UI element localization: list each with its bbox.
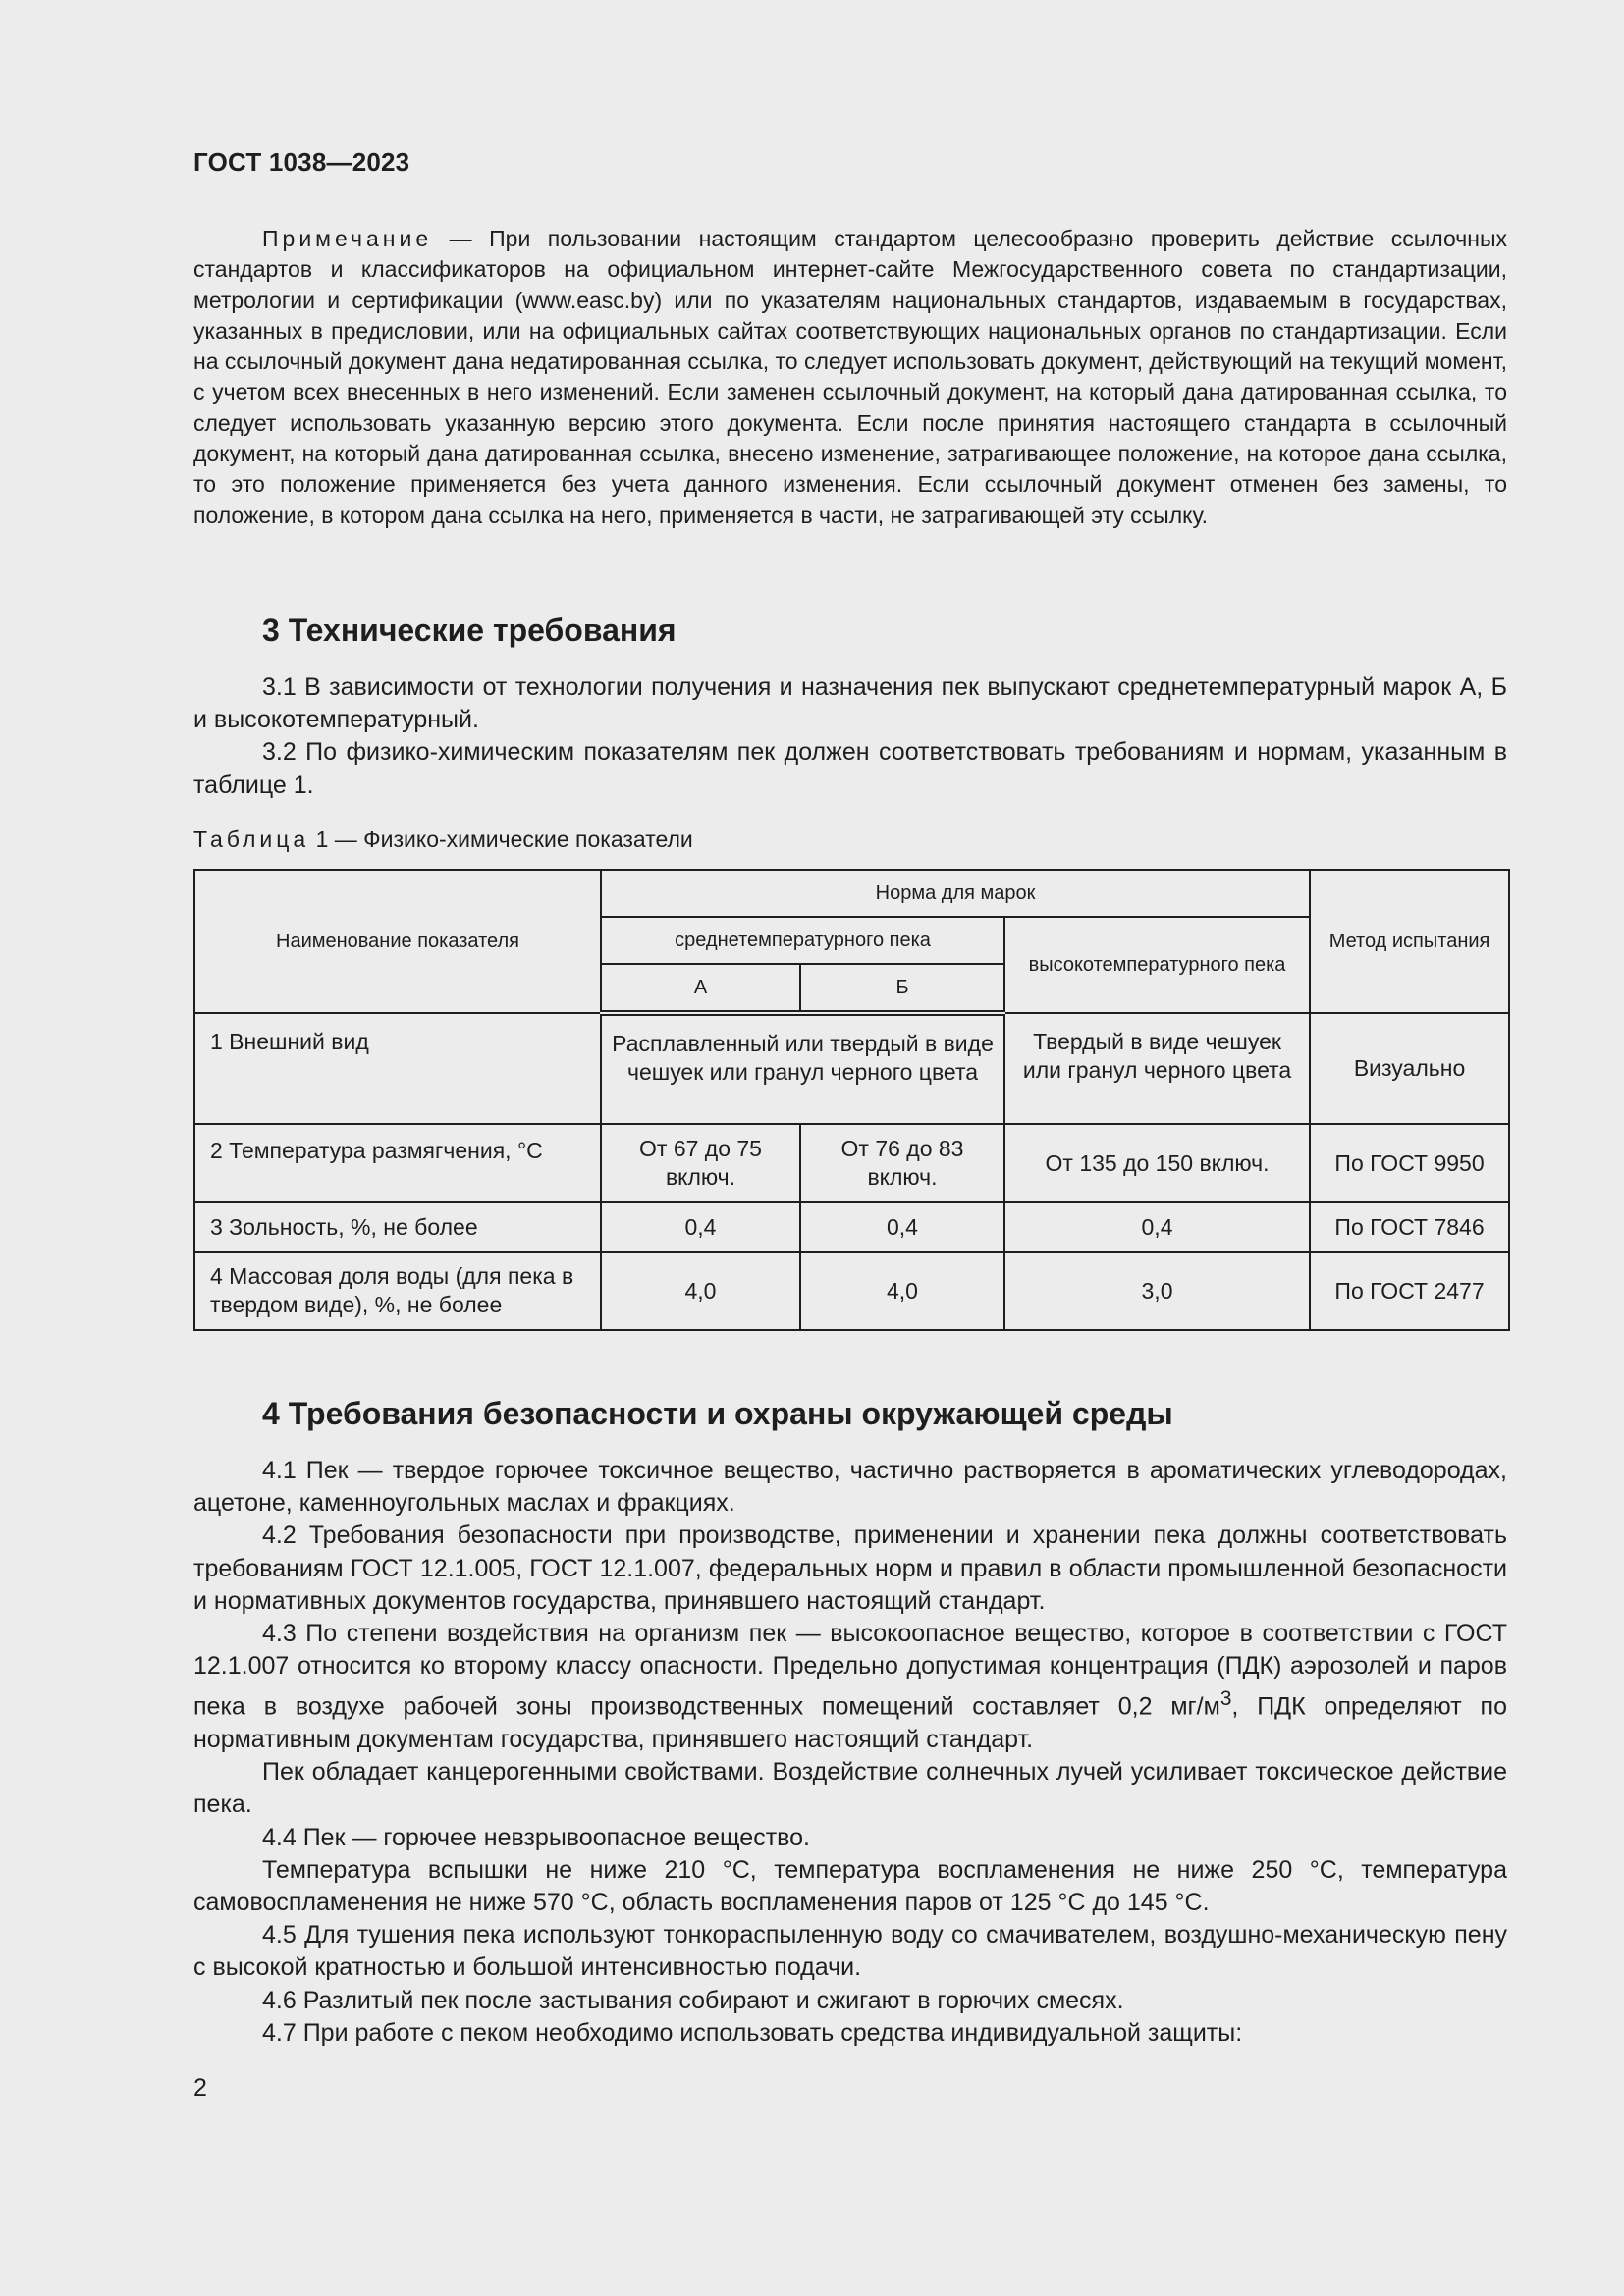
paragraph-carcinogenic: Пек обладает канцерогенными свойствами. Воздействие солнечных лучей усиливает токсическое действие пека. (193, 1758, 1507, 1819)
physico-chemical-table (193, 869, 1510, 1331)
table-row (194, 1013, 1509, 1124)
table-row (194, 1124, 1509, 1202)
row-4-grade-b: 4,0 (800, 1252, 1004, 1330)
row-3-grade-a: 0,4 (601, 1202, 800, 1252)
row-4-grade-a: 4,0 (601, 1252, 800, 1330)
row-2-high: От 135 до 150 включ. (1004, 1124, 1310, 1202)
paragraph-4-3-start: 4.3 По степени воздействия на организм пек — высокоопасное вещество, которое в соответствии с ГОСТ 12.1.007 относится ко второму классу опасности. Предельно допустимая концентрация (ПДК) аэрозолей и паров пека в воздухе рабочей зоны производственных помещений составляет 0,2 мг/м (193, 1620, 1507, 1721)
row-2-grade-b: От 76 до 83 включ. (800, 1124, 1004, 1202)
row-4-high: 3,0 (1004, 1252, 1310, 1330)
row-3-grade-b: 0,4 (800, 1202, 1004, 1252)
paragraph-4-3-end: , ПДК определяют по нормативным документам государства, принявшего настоящий стандарт. (193, 1692, 1507, 1753)
row-1-name: 1 Внешний вид (194, 1013, 601, 1124)
paragraph-3-1: 3.1 В зависимости от технологии получения и назначения пек выпускают среднетемпературный марок А, Б и высокотемпературный. (193, 673, 1507, 734)
header-test-method: Метод испытания (1310, 870, 1509, 1013)
table-row (194, 1252, 1509, 1330)
paragraph-4-6: 4.6 Разлитый пек после застывания собирают и сжигают в горючих смесях. (262, 1986, 1124, 2014)
table-row (194, 1202, 1509, 1252)
page-number: 2 (193, 2074, 207, 2102)
document-code-header: ГОСТ 1038—2023 (193, 147, 410, 177)
table-caption-label: Таблица (193, 827, 310, 852)
row-1-method: Визуально (1310, 1013, 1509, 1124)
header-indicator-name: Наименование показателя (194, 870, 601, 1013)
paragraph-4-1: 4.1 Пек — твердое горючее токсичное вещество, частично растворяется в ароматических углеводородах, ацетоне, каменноугольных маслах и фракциях. (193, 1457, 1507, 1518)
table-caption (193, 827, 693, 853)
header-high-temperature: высокотемпературного пека (1004, 917, 1310, 1013)
section-3-heading: 3 Технические требования (262, 613, 677, 648)
paragraph-temperatures: Температура вспышки не ниже 210 °С, температура воспламенения не ниже 250 °С, температура самовоспламенения не ниже 570 °С, область воспламенения паров от 125 °С до 145 °С. (193, 1855, 1507, 1916)
table-caption-title: 1 — Физико-химические показатели (309, 827, 693, 852)
paragraph-4-2: 4.2 Требования безопасности при производстве, применении и хранении пека должны соответствовать требованиям ГОСТ 12.1.005, ГОСТ 12.1.007, федеральных норм и правил в области промышленной безопасности и нормативных документов государства, принявшего настоящий стандарт. (193, 1522, 1507, 1615)
row-4-name: 4 Массовая доля воды (для пека в твердом виде), %, не более (194, 1252, 601, 1330)
superscript-cube: 3 (1219, 1687, 1232, 1711)
section-3-body (193, 671, 1507, 802)
header-medium-temperature: среднетемпературного пека (601, 917, 1004, 964)
paragraph-3-2: 3.2 По физико-химическим показателям пек должен соответствовать требованиям и нормам, указанным в таблице 1. (193, 738, 1507, 799)
row-2-grade-a: От 67 до 75 включ. (601, 1124, 800, 1202)
paragraph-4-5: 4.5 Для тушения пека используют тонкораспыленную воду со смачивателем, воздушно-механическую пену с высокой кратностью и большой интенсивностью подачи. (193, 1921, 1507, 1982)
header-grade-b: Б (800, 964, 1004, 1013)
row-3-high: 0,4 (1004, 1202, 1310, 1252)
references-note (193, 224, 1507, 531)
row-1-medium-value: Расплавленный или твердый в виде чешуек или гранул черного цвета (601, 1013, 1004, 1124)
row-2-name: 2 Температура размягчения, °С (194, 1124, 601, 1202)
row-3-method: По ГОСТ 7846 (1310, 1202, 1509, 1252)
section-4-heading: 4 Требования безопасности и охраны окружающей среды (262, 1396, 1173, 1431)
section-4-body (193, 1455, 1507, 2050)
row-2-method: По ГОСТ 9950 (1310, 1124, 1509, 1202)
paragraph-4-4: 4.4 Пек — горючее невзрывоопасное вещество. (262, 1823, 811, 1851)
row-4-method: По ГОСТ 2477 (1310, 1252, 1509, 1330)
note-text: — При пользовании настоящим стандартом целесообразно проверить действие ссылочных стандартов и классификаторов на официальном интернет-сайте Межгосударственного совета по стандартизации, метрологии и сертификации (www.easc.by) или по указателям национальных стандартов, издаваемым в государствах, указанных в предисловии, или на официальных сайтах соответствующих национальных органов по стандартизации. Если на ссылочный документ дана недатированная ссылка, то следует использовать документ, действующий на текущий момент, с учетом всех внесенных в него изменений. Если заменен ссылочный документ, на который дана датированная ссылка, то следует использовать указанную версию этого документа. Если после принятия настоящего стандарта в ссылочный документ, на который дана датированная ссылка, внесено изменение, затрагивающее положение, на которое дана ссылка, то это положение применяется без учета данного изменения. Если ссылочный документ отменен без замены, то положение, в котором дана ссылка на него, применяется в части, не затрагивающей эту ссылку. (193, 226, 1507, 528)
row-3-name: 3 Зольность, %, не более (194, 1202, 601, 1252)
header-norm-for-grades: Норма для марок (601, 870, 1310, 917)
note-label: Примечание (262, 226, 433, 251)
header-grade-a: А (601, 964, 800, 1013)
row-1-high-value: Твердый в виде чешуек или гранул черного цвета (1004, 1013, 1310, 1124)
paragraph-4-7: 4.7 При работе с пеком необходимо использовать средства индивидуальной защиты: (262, 2018, 1243, 2047)
paragraph-4-3 (193, 1618, 1507, 1756)
table-header-row-1 (194, 870, 1509, 917)
